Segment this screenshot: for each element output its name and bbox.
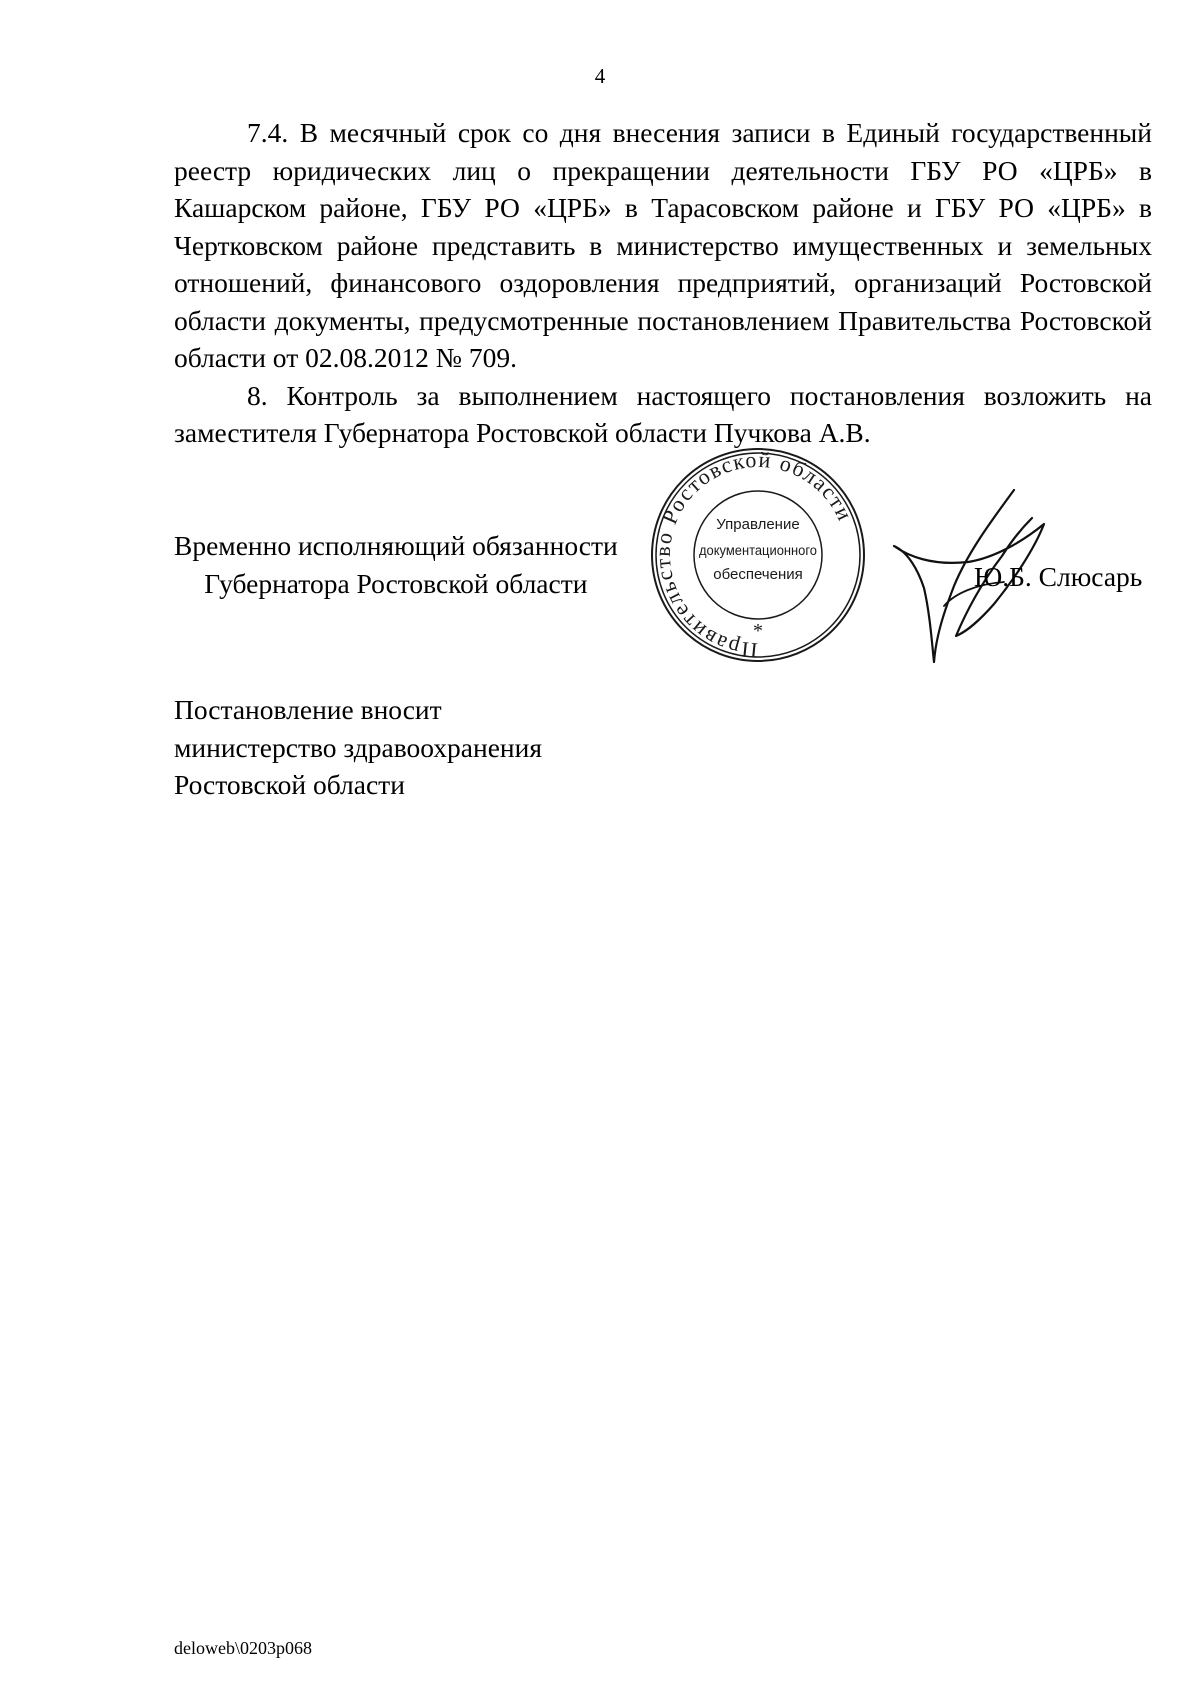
seal-center-line-1: Управление [716,516,800,533]
seal-center-line-2: документационного [699,543,817,558]
document-reference-code: deloweb\0203p068 [174,1638,312,1658]
signatory-position [174,527,618,602]
paragraph-7-4: 7.4. В месячный срок со дня внесения записи в Единый государственный реестр юридических лиц о прекращении деятельности ГБУ РО «ЦРБ» в Кашарском районе, ГБУ РО «ЦРБ» в Тарасовском районе и ГБУ РО «ЦРБ» в Чертковском районе представить в министерство имущественных и земельных отношений, финансового оздоровления предприятий, организаций Ростовской области документы, предусмотренные постановлением Правительства Ростовской области от 02.08.2012 № 709. [174,117,1152,373]
page-number: 4 [594,64,606,88]
signatory-name: Ю.Б. Слюсарь [974,561,1143,592]
seal-center-line-3: обеспечения [713,566,803,583]
paragraph-8: 8. Контроль за выполнением настоящего постановления возложить на заместителя Губернатора Ростовской области Пучкова А.В. [174,379,1152,448]
submitting-body-line-3: Ростовской области [174,769,405,800]
seal-ring-text: Правительство Ростовской области [650,447,859,663]
submitting-body-line-2: министерство здравоохранения [174,731,543,763]
official-seal-stamp [650,447,866,663]
submitting-body-line-1: Постановление вносит [174,694,442,725]
document-body [174,114,1152,452]
seal-star: * [753,620,763,642]
submitting-body [174,691,542,804]
signatory-position-line-1: Временно исполняющий обязанности [174,530,618,561]
signatory-position-line-2: Губернатора Ростовской области [204,567,588,599]
